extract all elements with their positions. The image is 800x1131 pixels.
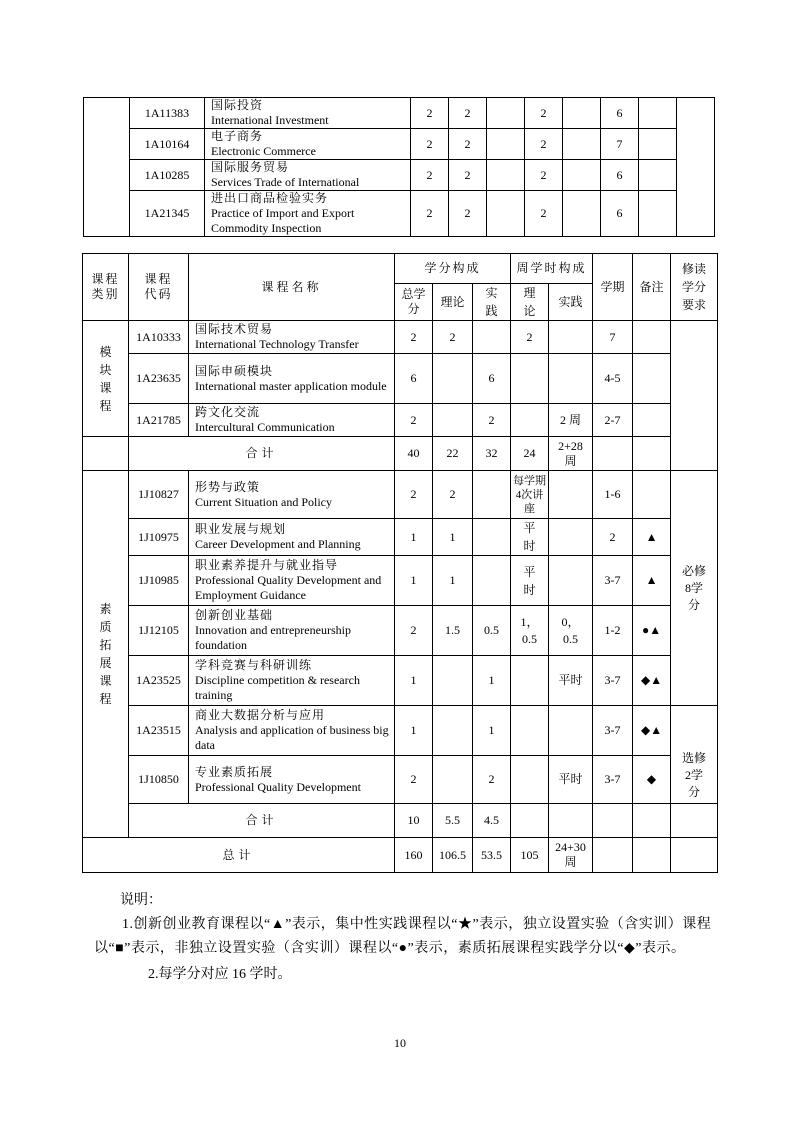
- header-credit-group: 学分构成: [395, 254, 511, 284]
- course-name: [205, 160, 411, 191]
- credit-total: 1: [395, 656, 433, 706]
- credit-practice: [473, 321, 511, 354]
- credit-practice: 32: [473, 437, 511, 471]
- credit-theory: 2: [449, 160, 487, 191]
- credit-theory: 1: [433, 519, 473, 556]
- term: [593, 437, 633, 471]
- term: [593, 838, 633, 873]
- week-practice: [549, 556, 593, 606]
- credit-total: 160: [395, 838, 433, 873]
- week-theory: 每学期4次讲座: [511, 471, 549, 519]
- week-theory: [511, 706, 549, 756]
- course-name-en: Intercultural Communication: [195, 420, 335, 434]
- course-code: 1A11383: [130, 98, 205, 129]
- requirement-cell: [671, 838, 718, 873]
- course-name-en: International Investment: [211, 113, 329, 127]
- week-practice: [563, 160, 601, 191]
- credit-practice: 2: [473, 756, 511, 804]
- week-theory: 1，0.5: [511, 606, 549, 656]
- credit-total: 2: [395, 321, 433, 354]
- top-course-table: [83, 97, 715, 237]
- course-name: [205, 191, 411, 237]
- requirement-cell: [671, 804, 718, 838]
- credit-practice: [473, 556, 511, 606]
- credit-practice: 0.5: [473, 606, 511, 656]
- table-row: [84, 98, 715, 129]
- notes-title: 说明：: [120, 893, 162, 908]
- credit-theory: 2: [449, 191, 487, 237]
- table-row: [83, 606, 718, 656]
- course-name: [189, 706, 395, 756]
- term: 7: [601, 129, 639, 160]
- course-name-en: Services Trade of International: [211, 175, 360, 189]
- credit-total: 2: [395, 756, 433, 804]
- course-name-zh: 国际服务贸易: [211, 160, 290, 174]
- note: ▲: [633, 519, 671, 556]
- header-credit-practice: 实践: [473, 284, 511, 321]
- course-name-zh: 商业大数据分析与应用: [195, 708, 326, 722]
- course-name-zh: 学科竞赛与科研训练: [195, 658, 313, 672]
- credit-theory: 2: [449, 98, 487, 129]
- course-name-zh: 职业发展与规划: [195, 522, 287, 536]
- elective-requirement: 选修2学分: [671, 706, 718, 804]
- term: 3-7: [593, 756, 633, 804]
- term: 2: [593, 519, 633, 556]
- credit-practice: 6: [473, 354, 511, 404]
- course-name: [205, 98, 411, 129]
- course-name: [189, 756, 395, 804]
- header-name: 课程名称: [189, 254, 395, 321]
- credit-total: 40: [395, 437, 433, 471]
- credit-total: 2: [395, 606, 433, 656]
- week-theory: 105: [511, 838, 549, 873]
- term: 6: [601, 98, 639, 129]
- week-practice: [549, 804, 593, 838]
- credit-theory: 2: [433, 471, 473, 519]
- course-name: [189, 321, 395, 354]
- course-name: [189, 519, 395, 556]
- course-name: [189, 656, 395, 706]
- course-code: 1A21785: [129, 404, 189, 437]
- header-category: 课程类别: [83, 254, 129, 321]
- week-practice: [549, 706, 593, 756]
- course-name-en: Analysis and application of business big data: [195, 723, 389, 752]
- table-row: [84, 129, 715, 160]
- course-code: 1A10285: [130, 160, 205, 191]
- requirement-cell: [671, 321, 718, 471]
- term: 7: [593, 321, 633, 354]
- course-name: [189, 606, 395, 656]
- course-name-zh: 进出口商品检验实务: [211, 191, 329, 205]
- week-theory: [511, 804, 549, 838]
- category-cell: [83, 437, 129, 471]
- week-practice: 2 周: [549, 404, 593, 437]
- course-name-en: Discipline competition & research training: [195, 673, 360, 702]
- header-term: 学期: [593, 254, 633, 321]
- term: 4-5: [593, 354, 633, 404]
- credit-practice: [473, 519, 511, 556]
- course-name-en: Professional Quality Development: [195, 779, 361, 794]
- header-row: [83, 254, 718, 284]
- credit-total: 1: [395, 706, 433, 756]
- week-theory: 2: [525, 160, 563, 191]
- week-theory: 平时: [511, 556, 549, 606]
- week-practice: [549, 519, 593, 556]
- week-practice: 2+28周: [549, 437, 593, 471]
- credit-total: 2: [411, 129, 449, 160]
- week-practice: 0，0.5: [549, 606, 593, 656]
- course-code: 1J10985: [129, 556, 189, 606]
- subtotal-row: [83, 804, 718, 838]
- credit-practice: 1: [473, 706, 511, 756]
- course-name-zh: 专业素质拓展: [195, 764, 274, 779]
- credit-total: 2: [411, 191, 449, 237]
- table-row: [83, 354, 718, 404]
- category-quality: 素质拓展课程: [83, 471, 129, 838]
- week-theory: 24: [511, 437, 549, 471]
- credit-total: 1: [395, 556, 433, 606]
- credit-theory: [433, 656, 473, 706]
- course-name-en: International master application module: [195, 378, 387, 393]
- course-name-zh: 职业素养提升与就业指导: [195, 558, 339, 572]
- note: [633, 838, 671, 873]
- term: 1-6: [593, 471, 633, 519]
- header-code: 课程代码: [129, 254, 189, 321]
- course-name-zh: 跨文化交流: [195, 405, 261, 419]
- week-practice: [549, 471, 593, 519]
- requirement-cell: [677, 98, 715, 237]
- note: ◆▲: [633, 656, 671, 706]
- note: ●▲: [633, 606, 671, 656]
- notes-section: [94, 889, 722, 987]
- subtotal-row: [83, 437, 718, 471]
- term: 6: [601, 191, 639, 237]
- course-code: 1A23635: [129, 354, 189, 404]
- course-code: 1A10164: [130, 129, 205, 160]
- course-code: 1A21345: [130, 191, 205, 237]
- week-theory: [511, 404, 549, 437]
- credit-total: 2: [395, 404, 433, 437]
- week-theory: [511, 656, 549, 706]
- course-name-en: Career Development and Planning: [195, 537, 361, 551]
- credit-practice: [487, 98, 525, 129]
- header-credit-total: 总学分: [395, 284, 433, 321]
- category-cell: [84, 98, 130, 237]
- term: [593, 804, 633, 838]
- note: [633, 321, 671, 354]
- course-name-zh: 电子商务: [211, 129, 264, 143]
- notes-item-2: 2.每学分对应 16 学时。: [148, 967, 292, 982]
- table-row: [83, 706, 718, 756]
- week-practice: [563, 191, 601, 237]
- table-row: [84, 191, 715, 237]
- header-requirement: 修读学分要求: [671, 254, 718, 321]
- category-module: 模块课程: [83, 321, 129, 437]
- grand-total-row: [83, 838, 718, 873]
- table-row: [83, 656, 718, 706]
- credit-practice: 1: [473, 656, 511, 706]
- term: 6: [601, 160, 639, 191]
- credit-total: 6: [395, 354, 433, 404]
- course-name-zh: 形势与政策: [195, 479, 261, 494]
- credit-total: 1: [395, 519, 433, 556]
- course-code: 1A23515: [129, 706, 189, 756]
- course-name-en: Practice of Import and Export Commodity Inspection: [211, 206, 355, 235]
- subtotal-label: 合计: [129, 804, 395, 838]
- table-row: [83, 556, 718, 606]
- week-practice: [563, 98, 601, 129]
- term: 3-7: [593, 556, 633, 606]
- course-name-zh: 国际投资: [211, 98, 264, 112]
- note: [633, 804, 671, 838]
- week-theory: 2: [525, 98, 563, 129]
- course-name: [205, 129, 411, 160]
- note: [633, 354, 671, 404]
- course-name: [189, 471, 395, 519]
- week-practice: 平时: [549, 756, 593, 804]
- header-note: 备注: [633, 254, 671, 321]
- credit-practice: 53.5: [473, 838, 511, 873]
- credit-practice: [487, 191, 525, 237]
- credit-practice: [473, 471, 511, 519]
- course-code: 1A10333: [129, 321, 189, 354]
- week-theory: 2: [525, 191, 563, 237]
- course-name-en: International Technology Transfer: [195, 337, 359, 351]
- page-number: 10: [394, 1036, 406, 1050]
- course-name-en: Current Situation and Policy: [195, 494, 332, 509]
- course-code: 1J10975: [129, 519, 189, 556]
- credit-total: 2: [411, 160, 449, 191]
- course-name-zh: 创新创业基础: [195, 608, 274, 622]
- note: [639, 98, 677, 129]
- note: [633, 471, 671, 519]
- table-row: [83, 321, 718, 354]
- course-name-en: Innovation and entrepreneurship foundation: [195, 623, 351, 652]
- note: ▲: [633, 556, 671, 606]
- course-name-zh: 国际申硕模块: [195, 363, 274, 378]
- table-row: [83, 756, 718, 804]
- required-requirement: 必修8学分: [671, 471, 718, 706]
- header-credit-theory: 理论: [433, 284, 473, 321]
- credit-theory: [433, 706, 473, 756]
- course-code: 1J10850: [129, 756, 189, 804]
- week-practice: [549, 354, 593, 404]
- main-course-table: [82, 253, 718, 873]
- week-theory: 2: [511, 321, 549, 354]
- header-week-practice: 实践: [549, 284, 593, 321]
- week-theory: [511, 756, 549, 804]
- note: ◆: [633, 756, 671, 804]
- course-name: [189, 404, 395, 437]
- credit-practice: [487, 160, 525, 191]
- course-name: [189, 556, 395, 606]
- note: [639, 191, 677, 237]
- term: 1-2: [593, 606, 633, 656]
- week-practice: 24+30周: [549, 838, 593, 873]
- course-code: 1J10827: [129, 471, 189, 519]
- credit-theory: [433, 354, 473, 404]
- credit-theory: 106.5: [433, 838, 473, 873]
- course-code: 1J12105: [129, 606, 189, 656]
- credit-theory: [433, 756, 473, 804]
- credit-theory: 5.5: [433, 804, 473, 838]
- course-name-en: Electronic Commerce: [211, 144, 316, 158]
- credit-practice: [487, 129, 525, 160]
- week-practice: [549, 321, 593, 354]
- week-practice: 平时: [549, 656, 593, 706]
- week-theory: 平时: [511, 519, 549, 556]
- subtotal-label: 合计: [129, 437, 395, 471]
- note: [639, 129, 677, 160]
- course-name-zh: 国际技术贸易: [195, 322, 274, 336]
- note: [633, 404, 671, 437]
- note: [633, 437, 671, 471]
- term: 2-7: [593, 404, 633, 437]
- note: ◆▲: [633, 706, 671, 756]
- term: 3-7: [593, 656, 633, 706]
- credit-theory: 2: [433, 321, 473, 354]
- course-name-en: Professional Quality Development and Employment Guidance: [195, 573, 382, 602]
- table-row: [83, 404, 718, 437]
- credit-theory: 1: [433, 556, 473, 606]
- term: 3-7: [593, 706, 633, 756]
- credit-practice: 2: [473, 404, 511, 437]
- course-code: 1A23525: [129, 656, 189, 706]
- credit-total: 2: [411, 98, 449, 129]
- credit-theory: 1.5: [433, 606, 473, 656]
- credit-theory: [433, 404, 473, 437]
- credit-theory: 2: [449, 129, 487, 160]
- credit-total: 10: [395, 804, 433, 838]
- header-week-theory: 理论: [511, 284, 549, 321]
- header-week-group: 周学时构成: [511, 254, 593, 284]
- course-name: [189, 354, 395, 404]
- week-practice: [563, 129, 601, 160]
- note: [639, 160, 677, 191]
- table-row: [83, 471, 718, 519]
- grand-total-label: 总计: [83, 838, 395, 873]
- credit-total: 2: [395, 471, 433, 519]
- week-theory: 2: [525, 129, 563, 160]
- table-row: [83, 519, 718, 556]
- week-theory: [511, 354, 549, 404]
- table-row: [84, 160, 715, 191]
- credit-theory: 22: [433, 437, 473, 471]
- credit-practice: 4.5: [473, 804, 511, 838]
- notes-item-1: 1.创新创业教育课程以“▲”表示，集中性实践课程以“★”表示，独立设置实验（含实训）课程以“■”表示，非独立设置实验（含实训）课程以“●”表示，素质拓展课程实践学分以“◆”表示。: [94, 917, 712, 956]
